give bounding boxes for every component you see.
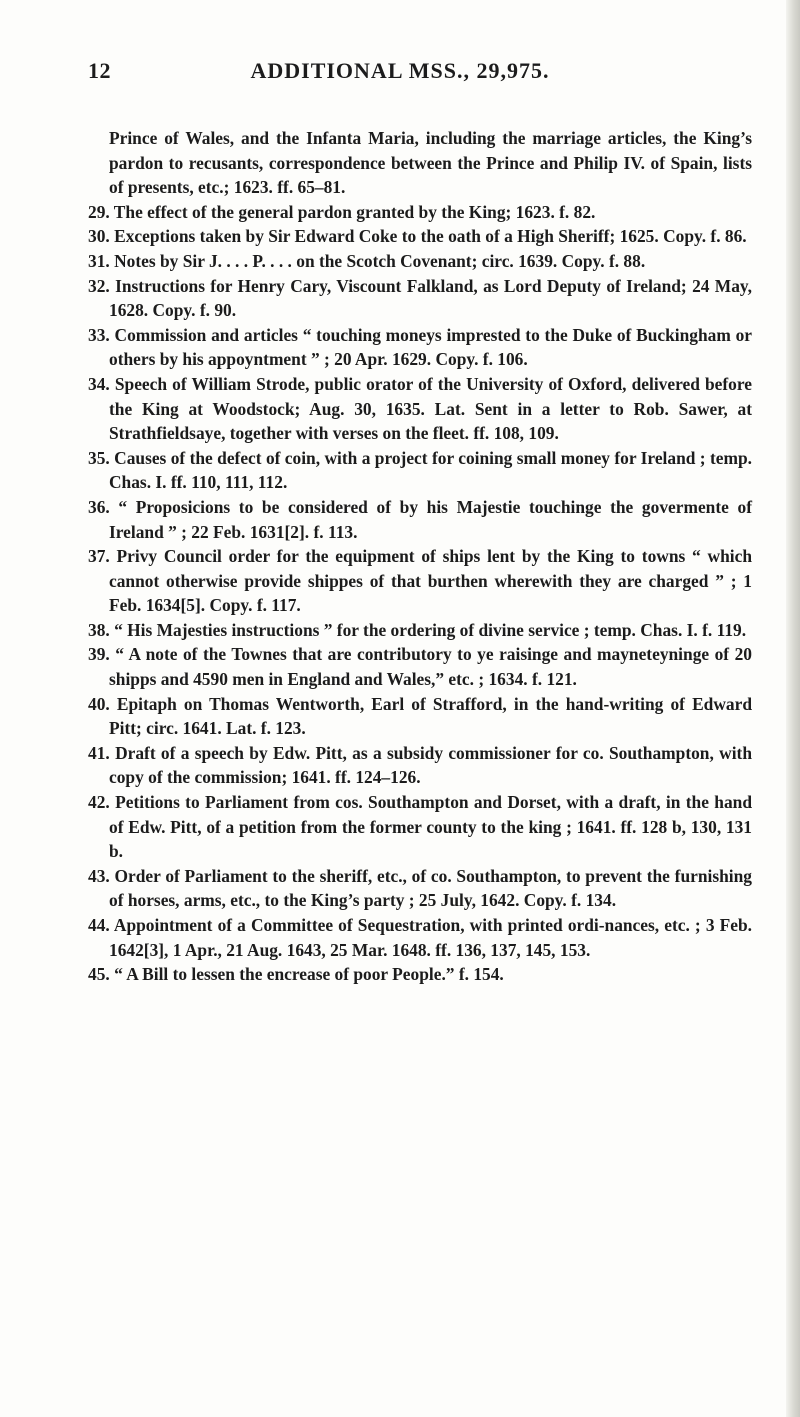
page-number: 12 (88, 58, 111, 83)
catalogue-entry (88, 913, 752, 962)
entry-text: Privy Council order for the equipment of ships lent by the King to towns “ which cannot otherwise provide shippes of that burthen wherewith they are charged ” ; 1 Feb. 1634[5]. Copy. f. 117. (109, 546, 752, 616)
entry-text: Exceptions taken by Sir Edward Coke to the oath of a High Sheriff; 1625. Copy. f. 86. (114, 226, 747, 247)
entry-text: The effect of the general pardon granted by the King; 1623. f. 82. (113, 201, 596, 222)
entry-number: 43. (88, 865, 110, 886)
entry-number: 33. (88, 324, 110, 345)
entry-number: 42. (88, 792, 110, 813)
entry-number: 38. (88, 619, 110, 640)
entry-text: “ Proposicions to be considered of by his Majestie touchinge the govermente of Ireland ” ; 22 Feb. 1631[2]. f. 113. (109, 496, 752, 542)
entry-number: 31. (88, 250, 110, 271)
catalogue-entry (88, 200, 752, 225)
entry-number: 40. (88, 693, 110, 714)
catalogue-entry (88, 274, 752, 323)
entry-list (88, 200, 752, 987)
page-header (0, 58, 800, 92)
entry-text: “ His Majesties instructions ” for the ordering of divine service ; temp. Chas. I. f. 119. (114, 619, 747, 640)
entry-number: 29. (88, 201, 110, 222)
catalogue-entry (88, 962, 752, 987)
catalogue-entry (88, 446, 752, 495)
page-edge-shadow (786, 0, 800, 1417)
continuation-paragraph: Prince of Wales, and the Infanta Maria, including the marriage articles, the King’s pardon to recusants, correspondence between the Prince and Philip IV. of Spain, lists of presents, etc.; 1623. ff. 65–81. (109, 128, 752, 198)
entry-text: Petitions to Parliament from cos. Southampton and Dorset, with a draft, in the hand of Edw. Pitt, of a petition from the former county to the king ; 1641. ff. 128 b, 130, 131 b. (109, 792, 752, 862)
entry-number: 37. (88, 546, 110, 567)
entry-text: Commission and articles “ touching moneys imprested to the Duke of Buckingham or others by his appoyntment ” ; 20 Apr. 1629. Copy. f. 106. (109, 324, 752, 370)
catalogue-entry (88, 790, 752, 864)
entry-text: Instructions for Henry Cary, Viscount Falkland, as Lord Deputy of Ireland; 24 May, 1628. Copy. f. 90. (109, 275, 752, 321)
catalogue-entry (88, 495, 752, 544)
entry-number: 36. (88, 496, 110, 517)
catalogue-entry (88, 692, 752, 741)
catalogue-entry (88, 372, 752, 446)
entry-text: Epitaph on Thomas Wentworth, Earl of Strafford, in the hand-writing of Edward Pitt; circ. 1641. Lat. f. 123. (109, 693, 752, 739)
entry-text: Notes by Sir J. . . . P. . . . on the Scotch Covenant; circ. 1639. Copy. f. 88. (114, 250, 646, 271)
entry-number: 45. (88, 964, 110, 985)
entry-text: Order of Parliament to the sheriff, etc., of co. Southampton, to prevent the furnishing of horses, arms, etc., to the King’s party ; 25 July, 1642. Copy. f. 134. (109, 865, 752, 911)
catalogue-entry (88, 249, 752, 274)
entry-number: 34. (88, 373, 110, 394)
catalogue-entry (88, 618, 752, 643)
entry-number: 41. (88, 742, 110, 763)
entry-number: 30. (88, 226, 110, 247)
catalogue-entry (88, 224, 752, 249)
catalogue-entry (88, 544, 752, 618)
catalogue-text (88, 126, 752, 987)
entry-text: “ A note of the Townes that are contributory to ye raisinge and mayneteyninge of 20 shipps and 4590 men in England and Wales,” etc. ; 1634. f. 121. (109, 644, 752, 690)
catalogue-entry (88, 642, 752, 691)
entry-text: “ A Bill to lessen the encrease of poor People.” f. 154. (114, 964, 504, 985)
entry-text: Causes of the defect of coin, with a project for coining small money for Ireland ; temp. Chas. I. ff. 110, 111, 112. (109, 447, 752, 493)
entry-number: 32. (88, 275, 110, 296)
entry-number: 39. (88, 644, 110, 665)
entry-number: 35. (88, 447, 110, 468)
catalogue-entry (88, 741, 752, 790)
entry-text: Draft of a speech by Edw. Pitt, as a subsidy commissioner for co. Southampton, with copy of the commission; 1641. ff. 124–126. (109, 742, 752, 788)
entry-text: Appointment of a Committee of Sequestration, with printed ordi-nances, etc. ; 3 Feb. 1642[3], 1 Apr., 21 Aug. 1643, 25 Mar. 1648. ff. 136, 137, 145, 153. (109, 915, 752, 960)
catalogue-entry (88, 864, 752, 913)
entry-text: Speech of William Strode, public orator of the University of Oxford, delivered before the King at Woodstock; Aug. 30, 1635. Lat. Sent in a letter to Rob. Sawer, at Strathfieldsaye, together with verses on the fleet. ff. 108, 109. (109, 373, 752, 444)
running-title: ADDITIONAL MSS., 29,975. (250, 58, 550, 83)
catalogue-entry (88, 323, 752, 372)
entry-number: 44. (88, 915, 110, 935)
